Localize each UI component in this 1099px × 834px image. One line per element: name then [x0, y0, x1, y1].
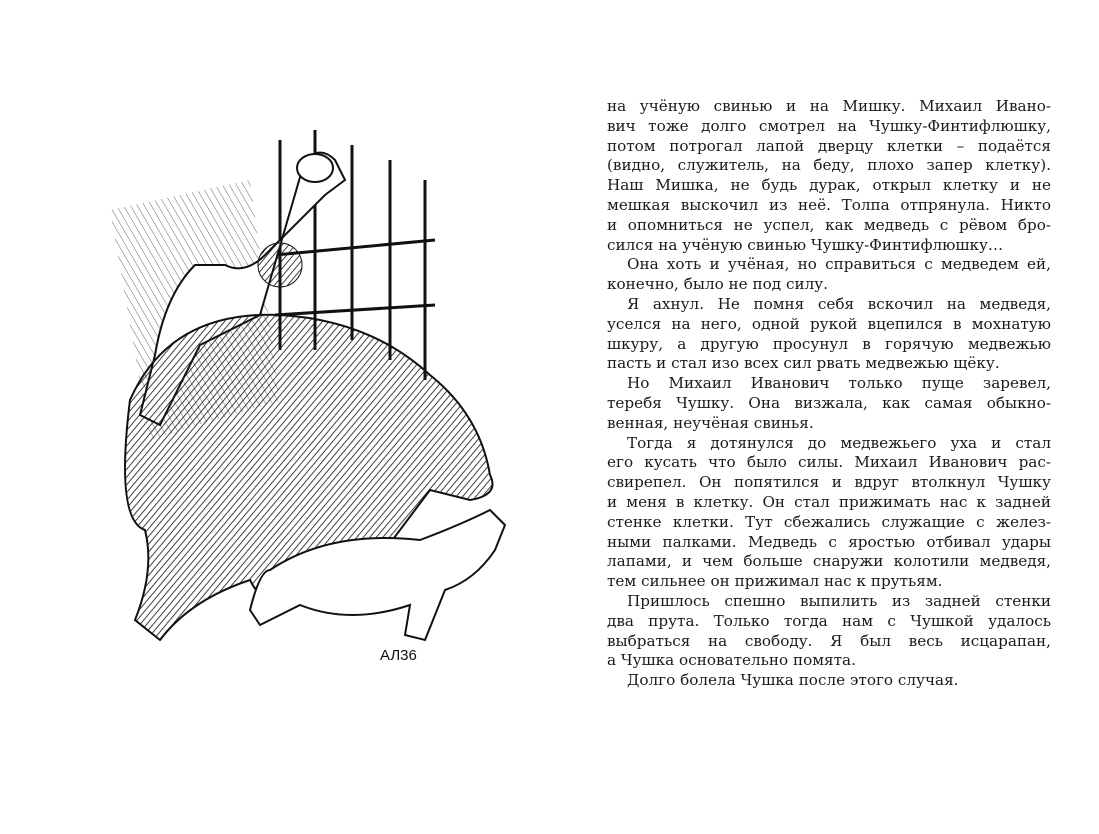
- text-line: свирепел. Он попятился и вдруг втолкнул Чушку: [607, 473, 1051, 492]
- text-line: уселся на него, одной рукой вцепился в мохнатую: [607, 314, 1051, 333]
- text-line: сился на учёную свинью Чушку-Финтифлюшку…: [607, 235, 1004, 254]
- text-line: венная, неучёная свинья.: [607, 413, 814, 432]
- paragraph: [607, 374, 1051, 433]
- bear-fight-illustration: [90, 100, 530, 690]
- story-text: [607, 97, 1051, 691]
- text-line: его кусать что было силы. Михаил Иванович рас-: [607, 453, 1051, 472]
- text-line: Долго болела Чушка после этого случая.: [627, 671, 959, 690]
- text-line: Но Михаил Иванович только пуще заревел,: [627, 374, 1051, 393]
- illustration-drawing: [90, 100, 530, 690]
- text-line: и меня в клетку. Он стал прижимать нас к задней: [607, 492, 1051, 511]
- text-line: вич тоже долго смотрел на Чушку-Финтифлюшку,: [607, 116, 1051, 135]
- paragraph: [607, 671, 1051, 691]
- text-line: Она хоть и учёная, но справиться с медведем ей,: [627, 255, 1051, 274]
- artist-signature: АЛ36: [380, 647, 417, 664]
- text-line: пасть и стал изо всех сил рвать медвежью щёку.: [607, 354, 1000, 373]
- text-line: (видно, служитель, на беду, плохо запер клетку).: [607, 156, 1051, 175]
- text-line: потом потрогал лапой дверцу клетки – подаётся: [607, 136, 1051, 155]
- paragraph: [607, 255, 1051, 295]
- text-line: стенке клетки. Тут сбежались служащие с желез-: [607, 512, 1051, 531]
- text-line: на учёную свинью и на Мишку. Михаил Ивано-: [607, 97, 1051, 115]
- text-line: мешкая выскочил из неё. Толпа отпрянула. Никто: [607, 195, 1051, 214]
- text-line: выбраться на свободу. Я был весь исцарапан,: [607, 631, 1051, 650]
- text-line: ными палками. Медведь с яростью отбивал удары: [607, 532, 1051, 551]
- text-line: Тогда я дотянулся до медвежьего уха и стал: [627, 433, 1051, 452]
- text-line: два прута. Только тогда нам с Чушкой удалось: [607, 611, 1051, 630]
- text-line: шкуру, а другую просунул в горячую медвежью: [607, 334, 1051, 353]
- paragraph: [607, 434, 1051, 592]
- text-line: лапами, и чем больше снаружи колотили медведя,: [607, 552, 1051, 571]
- text-line: а Чушка основательно помята.: [607, 651, 856, 670]
- text-line: конечно, было не под силу.: [607, 275, 828, 294]
- text-line: Пришлось спешно выпилить из задней стенки: [627, 591, 1051, 610]
- text-line: теребя Чушку. Она визжала, как самая обыкно-: [607, 393, 1051, 412]
- text-line: Наш Мишка, не будь дурак, открыл клетку и не: [607, 176, 1051, 195]
- text-line: и опомниться не успел, как медведь с рёвом бро-: [607, 215, 1051, 234]
- paragraph: [607, 97, 1051, 255]
- text-line: тем сильнее он прижимал нас к прутьям.: [607, 572, 943, 591]
- paragraph: [607, 592, 1051, 671]
- text-line: Я ахнул. Не помня себя вскочил на медведя,: [627, 294, 1051, 313]
- paragraph: [607, 295, 1051, 374]
